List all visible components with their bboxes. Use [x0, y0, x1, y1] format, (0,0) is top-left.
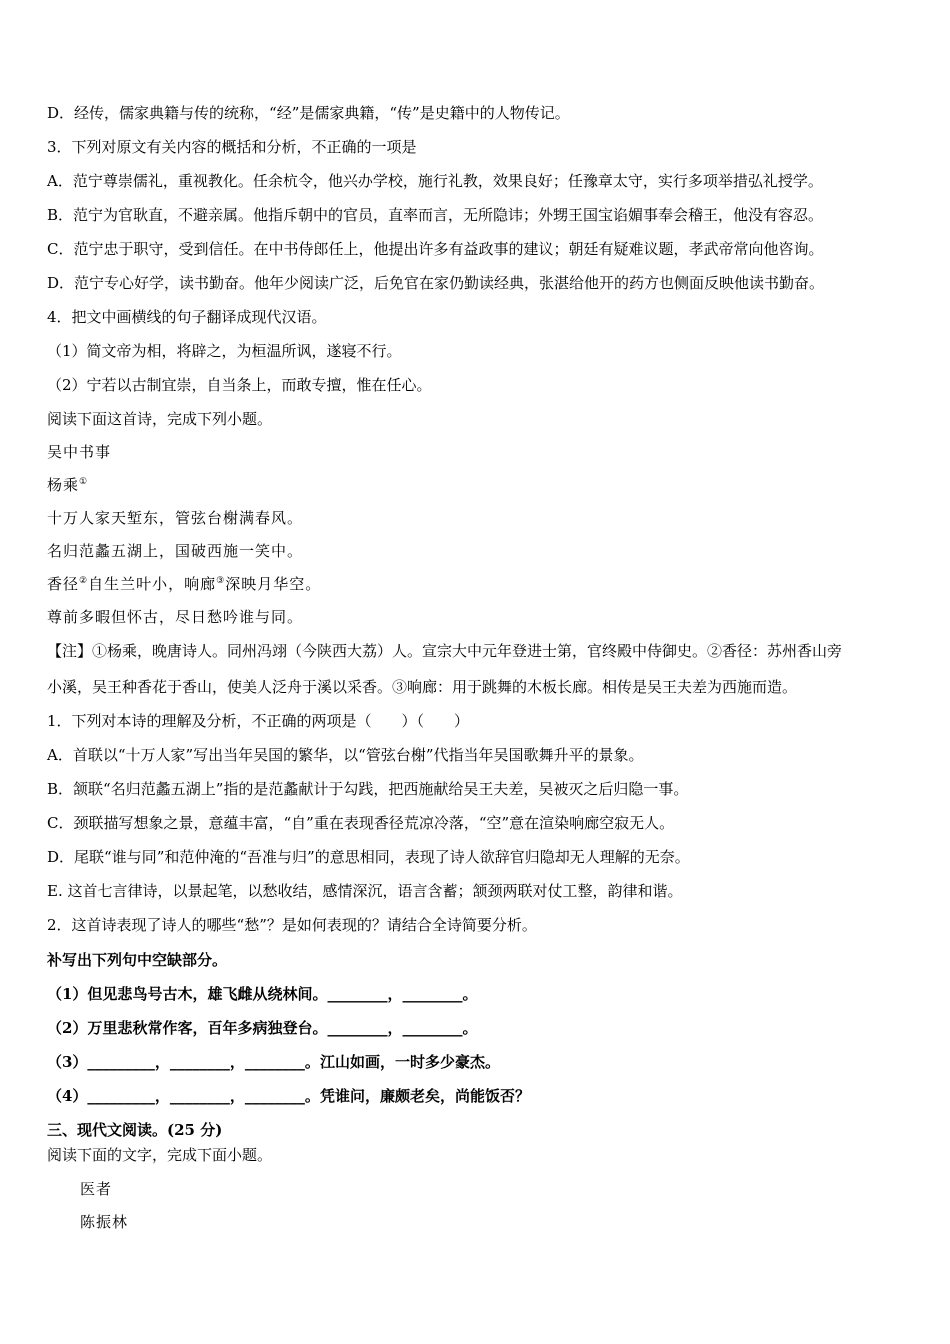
footnote-marker: ②	[79, 576, 89, 586]
q3-stem: 3．下列对原文有关内容的概括和分析，不正确的一项是	[47, 138, 417, 156]
q2-option-d: D．经传，儒家典籍与传的统称，“经”是儒家典籍，“传”是史籍中的人物传记。	[47, 104, 570, 122]
fill-blank-2: （2）万里悲秋常作客，百年多病独登台。________，________。	[47, 1019, 478, 1037]
poem-line-1: 十万人家天堑东，管弦台榭满春风。	[47, 509, 304, 527]
poem-q1-stem: 1．下列对本诗的理解及分析，不正确的两项是（ ）（ ）	[47, 712, 470, 730]
section-heading: 三、现代文阅读。(25 分)	[47, 1121, 223, 1139]
poem-title: 吴中书事	[47, 443, 112, 461]
poem-q1-option-e: E. 这首七言律诗，以景起笔，以愁收结，感情深沉，语言含蓄；颔颈两联对仗工整，韵律和谐。	[47, 882, 683, 900]
footnote-marker: ③	[216, 576, 226, 586]
poem-line-3: 香径②自生兰叶小，响廊③深映月华空。	[47, 575, 322, 593]
article-author: 陈振林	[80, 1213, 129, 1231]
fill-blank-4: （4）_________，________，________。凭谁问，廉颇老矣，尚能饭否？	[47, 1087, 530, 1105]
article-title: 医者	[80, 1180, 113, 1198]
poem-line-4: 尊前多暇但怀古，尽日愁吟谁与同。	[47, 608, 304, 626]
poem-author: 杨乘①	[47, 476, 89, 494]
section-intro: 阅读下面的文字，完成下面小题。	[47, 1146, 273, 1164]
poem-q1-option-a: A．首联以“十万人家”写出当年吴国的繁华，以“管弦台榭”代指当年吴国歌舞升平的景象。	[47, 746, 644, 764]
fill-blank-3: （3）_________，________，________。江山如画，一时多少豪杰。	[47, 1053, 500, 1071]
q4-sentence-2: （2）宁若以古制宜崇，自当条上，而敢专擅，惟在任心。	[47, 376, 432, 394]
fill-blank-1: （1）但见悲鸟号古木，雄飞雌从绕林间。________，________。	[47, 985, 478, 1003]
footnote-marker: ①	[79, 477, 89, 487]
q3-option-d: D．范宁专心好学，读书勤奋。他年少阅读广泛，后免官在家仍勤读经典，张湛给他开的药方也侧面反映他读书勤奋。	[47, 274, 825, 292]
poem-note-line-1: 【注】①杨乘，晚唐诗人。同州冯翊（今陕西大荔）人。宣宗大中元年登进士第，官终殿中侍御史。②香径：苏州香山旁	[47, 642, 843, 660]
poem-q1-option-b: B．颔联“名归范蠡五湖上”指的是范蠡献计于勾践，把西施献给吴王夫差，吴被灭之后归隐一事。	[47, 780, 689, 798]
q3-option-c: C．范宁忠于职守，受到信任。在中书侍郎任上，他提出许多有益政事的建议；朝廷有疑难议题，孝武帝常向他咨询。	[47, 240, 824, 258]
q4-sentence-1: （1）简文帝为相，将辟之，为桓温所讽，遂寝不行。	[47, 342, 402, 360]
poem-note-line-2: 小溪，吴王种香花于香山，使美人泛舟于溪以采香。③响廊：用于跳舞的木板长廊。相传是吴王夫差为西施而造。	[47, 678, 798, 696]
q4-stem: 4．把文中画横线的句子翻译成现代汉语。	[47, 308, 327, 326]
poem-q1-option-d: D．尾联“谁与同”和范仲淹的“吾准与归”的意思相同，表现了诗人欲辞官归隐却无人理解的无奈。	[47, 848, 690, 866]
q3-option-b: B．范宁为官耿直，不避亲属。他指斥朝中的官员，直率而言，无所隐讳；外甥王国宝谄媚事奉会稽王，他没有容忍。	[47, 206, 824, 224]
q3-option-a: A．范宁尊崇儒礼，重视教化。任余杭令，他兴办学校，施行礼教，效果良好；任豫章太守，实行多项举措弘礼授学。	[47, 172, 823, 190]
poem-line-2: 名归范蠡五湖上，国破西施一笑中。	[47, 542, 304, 560]
poem-q2-stem: 2．这首诗表现了诗人的哪些“愁”？是如何表现的？请结合全诗简要分析。	[47, 916, 537, 934]
poem-intro: 阅读下面这首诗，完成下列小题。	[47, 410, 273, 428]
fill-blank-title: 补写出下列句中空缺部分。	[47, 951, 228, 969]
poem-q1-option-c: C．颈联描写想象之景，意蕴丰富，“自”重在表现香径荒凉冷落，“空”意在渲染响廊空寂无人。	[47, 814, 675, 832]
